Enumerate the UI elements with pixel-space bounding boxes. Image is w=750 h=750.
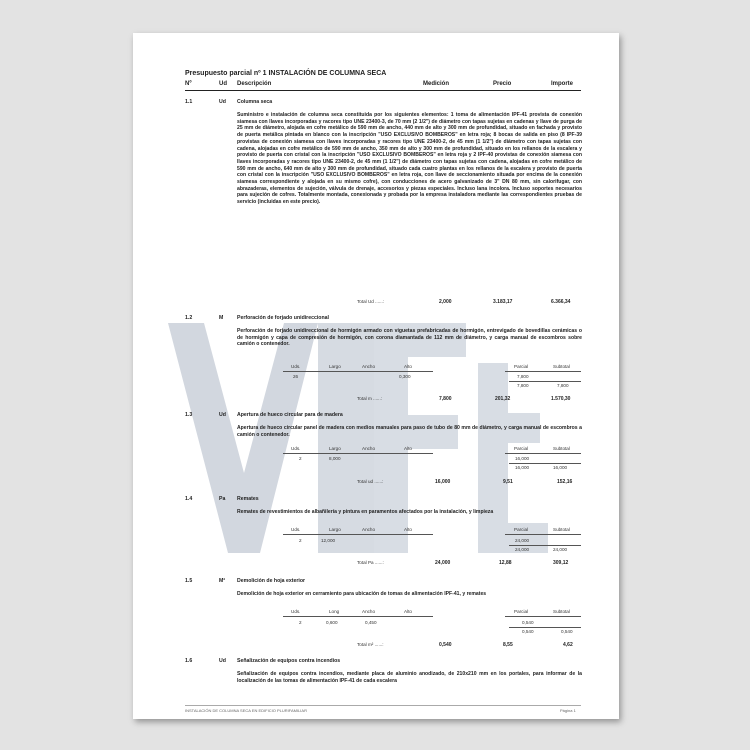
header-num: Nº	[185, 81, 192, 87]
item-unit: Pa	[219, 496, 226, 502]
item-num: 1.5	[185, 578, 193, 584]
item-description: Remates de revestimientos de albañilería y pintura en paramentos afectados por la instalación, y limpieza	[237, 509, 494, 515]
col-parcial: Parcial	[514, 446, 529, 451]
item-title: Remates	[237, 496, 259, 502]
col-subtotal: Subtotal	[553, 364, 570, 369]
item-description: Perforación de forjado unidireccional de hormigón armado con viguetas prefabricadas de hormigón, entrevigado de bovedillas cerámicas o de hormigón y capa de compresión de hormigón, con corona diamantada de 112 mm de diámetro, y carga manual de escombros sobre camión o contenedor.	[237, 328, 582, 348]
header-importe: Importe	[551, 81, 574, 87]
cell-parcial: 0,540	[522, 620, 534, 625]
col-parcial: Parcial	[514, 527, 529, 532]
columns-underline	[505, 616, 581, 617]
cell-subtotal: 0,540	[561, 629, 573, 634]
total-precio: 9,51	[503, 479, 513, 485]
col-parcial: Parcial	[514, 364, 529, 369]
cell-alto: 0,300	[399, 374, 411, 379]
columns-underline	[283, 616, 433, 617]
item-num: 1.4	[185, 496, 193, 502]
cell-largo: 0,600	[326, 620, 338, 625]
cell-parcial-sum: 16,000	[515, 465, 530, 470]
col-alto: Alto	[404, 609, 412, 614]
item-title: Columna seca	[237, 99, 273, 105]
total-precio: 201,32	[495, 396, 511, 402]
subtotal-underline	[509, 545, 581, 546]
cell-subtotal: 7,800	[557, 383, 569, 388]
cell-ancho: 0,450	[365, 620, 377, 625]
total-importe: 1.570,30	[551, 396, 571, 402]
total-precio: 8,55	[503, 642, 513, 648]
total-label: Total m² ......:	[357, 642, 384, 647]
total-medicion: 24,000	[435, 560, 451, 566]
cell-uds: 2	[299, 538, 302, 543]
subtotal-underline	[509, 381, 581, 382]
item-num: 1.3	[185, 412, 193, 418]
col-uds: Uds.	[291, 609, 301, 614]
total-importe: 152,16	[557, 479, 573, 485]
item-num: 1.1	[185, 99, 193, 105]
columns-underline	[505, 371, 581, 372]
total-precio: 3.183,17	[493, 299, 513, 305]
col-subtotal: Subtotal	[553, 609, 570, 614]
total-label: Total Pa ......:	[357, 560, 384, 565]
cell-parcial-sum: 24,000	[515, 547, 530, 552]
cell-largo: 12,000	[321, 538, 336, 543]
cell-subtotal: 16,000	[553, 465, 568, 470]
header-ud: Ud	[219, 81, 227, 87]
item-num: 1.6	[185, 658, 193, 664]
columns-underline	[283, 534, 433, 535]
cell-parcial: 7,800	[517, 374, 529, 379]
total-medicion: 7,800	[439, 396, 452, 402]
document-page	[133, 33, 619, 719]
item-num: 1.2	[185, 315, 193, 321]
item-title: Perforación de forjado unidireccional	[237, 315, 329, 321]
item-unit: Ud	[219, 412, 226, 418]
cell-uds: 2	[299, 620, 302, 625]
item-unit: Ud	[219, 658, 226, 664]
total-medicion: 16,000	[435, 479, 451, 485]
col-alto: Alto	[404, 364, 412, 369]
columns-underline	[505, 534, 581, 535]
cell-largo: 8,000	[329, 456, 341, 461]
col-uds: Uds.	[291, 446, 301, 451]
header-precio: Precio	[493, 81, 512, 87]
item-title: Señalización de equipos contra incendios	[237, 658, 341, 664]
cell-uds: 2	[299, 456, 302, 461]
col-ancho: Ancho	[362, 527, 376, 532]
item-unit: Ud	[219, 99, 226, 105]
page-title: Presupuesto parcial nº 1 INSTALACIÓN DE COLUMNA SECA	[185, 70, 387, 77]
col-ancho: Ancho	[362, 364, 376, 369]
col-largo: Largo	[329, 364, 341, 369]
total-precio: 12,88	[499, 560, 512, 566]
col-subtotal: Subtotal	[553, 446, 570, 451]
total-medicion: 0,540	[439, 642, 452, 648]
item-title: Demolición de hoja exterior	[237, 578, 306, 584]
columns-underline	[283, 371, 433, 372]
col-ancho: Ancho	[362, 446, 376, 451]
item-description: Suministro e instalación de columna seca constituida por los siguientes elementos: 1 toma de alimentación IPF-41 provista de conexión siamesa con llaves incorporadas y racores tipo UNE 23400-3, de 70 mm (2 1/2") de diámetro con tapas sujetas en cadenas y llave de purga de 25 mm de diámetro, alojada en cofre metálico de 590 mm de ancho, 440 mm de alto y 300 mm de profundidad, situado en fachada y provisto de puerta metálica pintada en blanco con la inscripción "USO EXCLUSIVO BOMBEROS" en letra roja; 8 bocas de salida en piso (8 IPF-39 provistas de conexión siamesa con llaves incorporadas y racores tipo UNE 23400-2, de 45 mm (1 1/2") de diámetro con tapas sujetas con cadena, alojadas en cofre metálico de 590 mm de ancho, 350 mm de alto y 300 mm de profundidad, situado en los rellanos de la escalera y provisto de puerta con cristal con la inscripción "USO EXCLUSIVO BOMBEROS" en letra roja y 2 IPF-40 provistas de conexión siamesa con llaves incorporadas y racores tipo UNE 23400-2, de 45 mm (1 1/2") de diámetro con tapas sujetas con cadena, alojadas en cofre metálico de 590 mm de ancho, 640 mm de alto y 300 mm de profundidad, situado cada cuatro plantas en los rellanos de la escalera y provisto de puerta con cristal con la inscripción "USO EXCLUSIVO BOMBEROS" en letra roja, con llave de seccionamiento situada por encima de la conexión siamesa correspondiente y alojada en su mismo cofre), con conducciones de acero galvanizado de 3" DN 80 mm, sin calorifugar, con abrazaderas, elementos de sujeción, válvula de drenaje, accesorios y piezas especiales. Incluso lana incolora. Incluso soportes necesarios para sujeción de cofres. Totalmente montada, conexionada y probada por la empresa instaladora mediante las correspondientes pruebas de servicio (incluidas en este precio).	[237, 112, 582, 206]
footer-rule	[185, 705, 581, 706]
columns-underline	[283, 453, 433, 454]
item-unit: M	[219, 315, 224, 321]
col-parcial: Parcial	[514, 609, 529, 614]
item-unit: M²	[219, 578, 226, 584]
item-description: Apertura de hueco circular panel de madera con medios manuales para paso de tubo de 80 mm de diámetro, y carga manual de escombros a camión o contenedor.	[237, 425, 582, 438]
total-medicion: 2,000	[439, 299, 452, 305]
item-description: Demolición de hoja exterior en cerramiento para ubicación de tomas de alimentación IPF-41, y remates	[237, 591, 487, 597]
header-rule	[185, 90, 581, 91]
cell-uds: 26	[293, 374, 299, 379]
total-label: Total ud ......:	[357, 479, 384, 484]
col-alto: Alto	[404, 446, 412, 451]
subtotal-underline	[509, 463, 581, 464]
header-medicion: Medición	[423, 81, 450, 87]
cell-parcial: 24,000	[515, 538, 530, 543]
total-label: Total m ......:	[357, 396, 383, 401]
item-description: Señalización de equipos contra incendios, mediante placa de aluminio anodizado, de 210x210 mm en los portales, para informar de la localización de las tomas de alimentación IPF-41 de cada escalera	[237, 671, 582, 684]
col-largo: Largo	[329, 446, 341, 451]
subtotal-underline	[509, 627, 581, 628]
total-importe: 4,62	[563, 642, 573, 648]
col-uds: Uds.	[291, 364, 301, 369]
col-largo: Long	[329, 609, 340, 614]
cell-parcial: 16,000	[515, 456, 530, 461]
item-title: Apertura de hueco circular para de madera	[237, 412, 343, 418]
col-ancho: Ancho	[362, 609, 376, 614]
total-label: Total Ud ......:	[357, 299, 385, 304]
footer-page-number: Página 1	[560, 708, 576, 713]
columns-underline	[505, 453, 581, 454]
total-importe: 309,12	[553, 560, 569, 566]
header-desc: Descripción	[237, 81, 272, 87]
cell-subtotal: 24,000	[553, 547, 568, 552]
col-alto: Alto	[404, 527, 412, 532]
col-largo: Largo	[329, 527, 341, 532]
total-importe: 6.366,34	[551, 299, 571, 305]
col-uds: Uds.	[291, 527, 301, 532]
cell-parcial-sum: 0,540	[522, 629, 534, 634]
footer-left: INSTALACIÓN DE COLUMNA SECA EN EDIFICIO PLURIFAMILIAR	[185, 708, 307, 713]
cell-parcial-sum: 7,800	[517, 383, 529, 388]
col-subtotal: Subtotal	[553, 527, 570, 532]
